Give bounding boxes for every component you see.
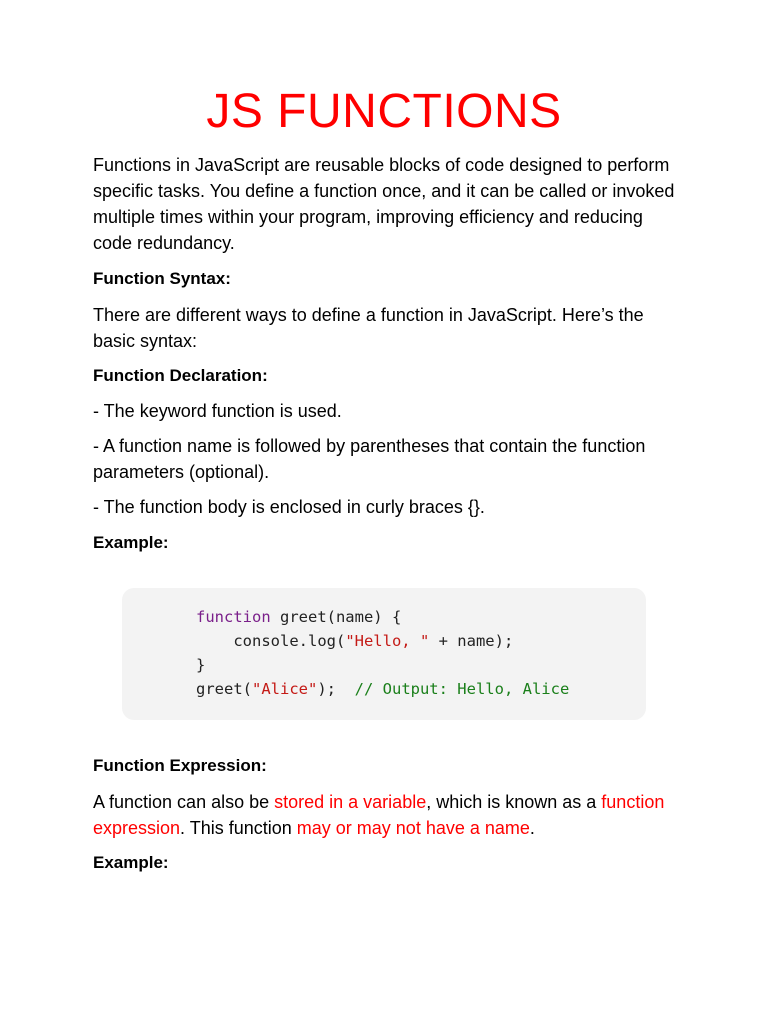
code-text: } — [196, 656, 206, 674]
intro-paragraph: Functions in JavaScript are reusable blocks of code designed to perform specific tasks. You define a function once, and it can be called or invoked multiple times within your program, improving efficiency and reducing code redundancy. — [93, 155, 675, 253]
code-line-1 — [196, 605, 646, 629]
expression-text: . — [529, 818, 535, 838]
syntax-paragraph: There are different ways to define a function in JavaScript. Here’s the basic syntax: — [93, 305, 644, 351]
expression-text: , which is known as a — [426, 792, 602, 812]
code-string: "Alice" — [252, 680, 318, 698]
code-line-3 — [196, 653, 646, 677]
code-text: greet(name) { — [270, 608, 402, 626]
syntax-heading: Function Syntax: — [93, 269, 231, 288]
code-keyword: function — [196, 608, 271, 626]
declaration-bullet-body: - The function body is enclosed in curly braces {}. — [93, 497, 485, 517]
expression-highlight: stored in a variable — [274, 792, 427, 812]
code-text: greet( — [196, 680, 252, 698]
page-title: JS FUNCTIONS — [206, 85, 562, 138]
example-heading-declaration: Example: — [93, 533, 169, 552]
expression-highlight: function expression — [93, 792, 665, 838]
example-heading-expression: Example: — [93, 853, 169, 872]
code-line-4 — [196, 677, 646, 701]
code-text: console.log( — [196, 632, 346, 650]
code-string: "Hello, " — [345, 632, 430, 650]
declaration-bullet-name: - A function name is followed by parentheses that contain the function parameters (optional). — [93, 436, 646, 482]
code-block — [122, 588, 646, 720]
expression-text: A function can also be — [93, 792, 275, 812]
code-text: ); — [317, 680, 355, 698]
declaration-bullet-keyword: - The keyword function is used. — [93, 401, 342, 421]
expression-heading: Function Expression: — [93, 756, 267, 775]
declaration-heading: Function Declaration: — [93, 366, 268, 385]
code-line-2 — [196, 629, 646, 653]
expression-paragraph — [93, 789, 675, 841]
code-comment: // Output: Hello, Alice — [354, 680, 570, 698]
expression-text: . This function — [180, 818, 297, 838]
code-text: + name); — [429, 632, 514, 650]
expression-highlight: may or may not have a name — [296, 818, 530, 838]
